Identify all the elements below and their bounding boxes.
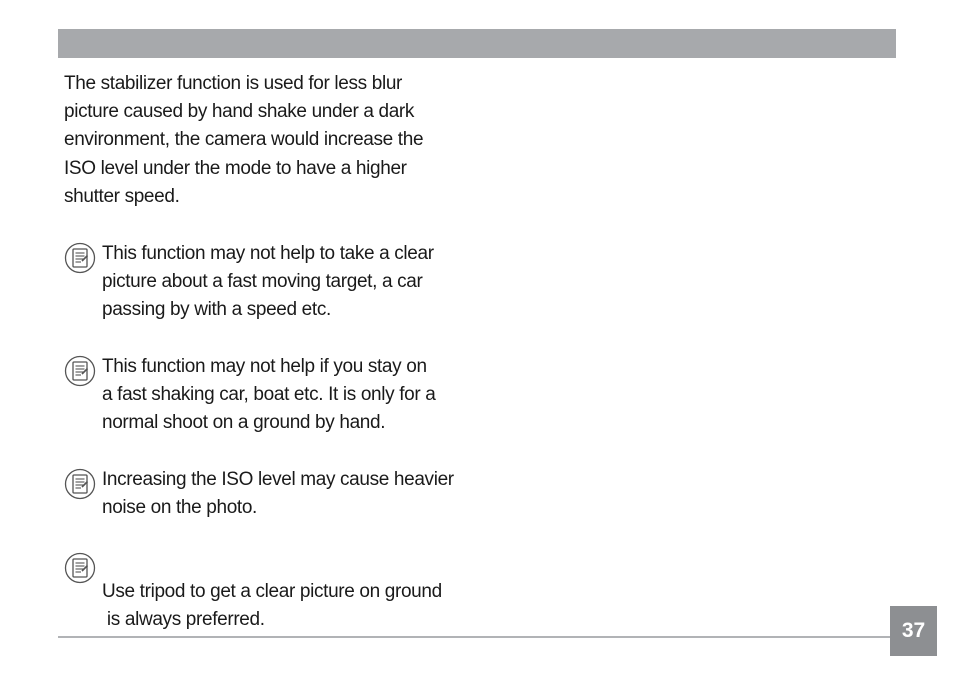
note-line: Increasing the ISO level may cause heavier [102,469,454,490]
note-icon [64,552,96,584]
page-number: 37 [890,606,937,656]
intro-line: shutter speed. [64,185,180,207]
intro-line: The stabilizer function is used for less blur [64,73,403,94]
note-text [102,353,492,438]
note-icon [64,355,96,387]
note-line: a fast shaking car, boat etc. It is only for a [102,384,436,406]
intro-text [64,70,484,211]
footer-divider [58,636,890,638]
note-line: Use tripod to get a clear picture on ground [102,581,442,603]
header-bar [58,29,896,58]
intro-line: environment, the camera would increase the [64,129,424,151]
intro-paragraph [64,70,484,211]
note-icon [64,242,96,274]
note-line: is always preferred. [102,609,265,631]
note-text [102,550,492,635]
intro-line: picture caused by hand shake under a dark [64,101,415,123]
note-icon [64,468,96,500]
note-line: normal shoot on a ground by hand. [102,412,386,434]
note-line: This function may not help to take a clear [102,243,434,264]
note-line: This function may not help if you stay on [102,356,427,377]
note-text [102,240,492,325]
note-line: passing by with a speed etc. [102,299,331,321]
note-line: picture about a fast moving target, a car [102,271,423,293]
note-line: noise on the photo. [102,497,257,519]
intro-line: ISO level under the mode to have a higher [64,157,407,179]
note-text [102,466,492,522]
